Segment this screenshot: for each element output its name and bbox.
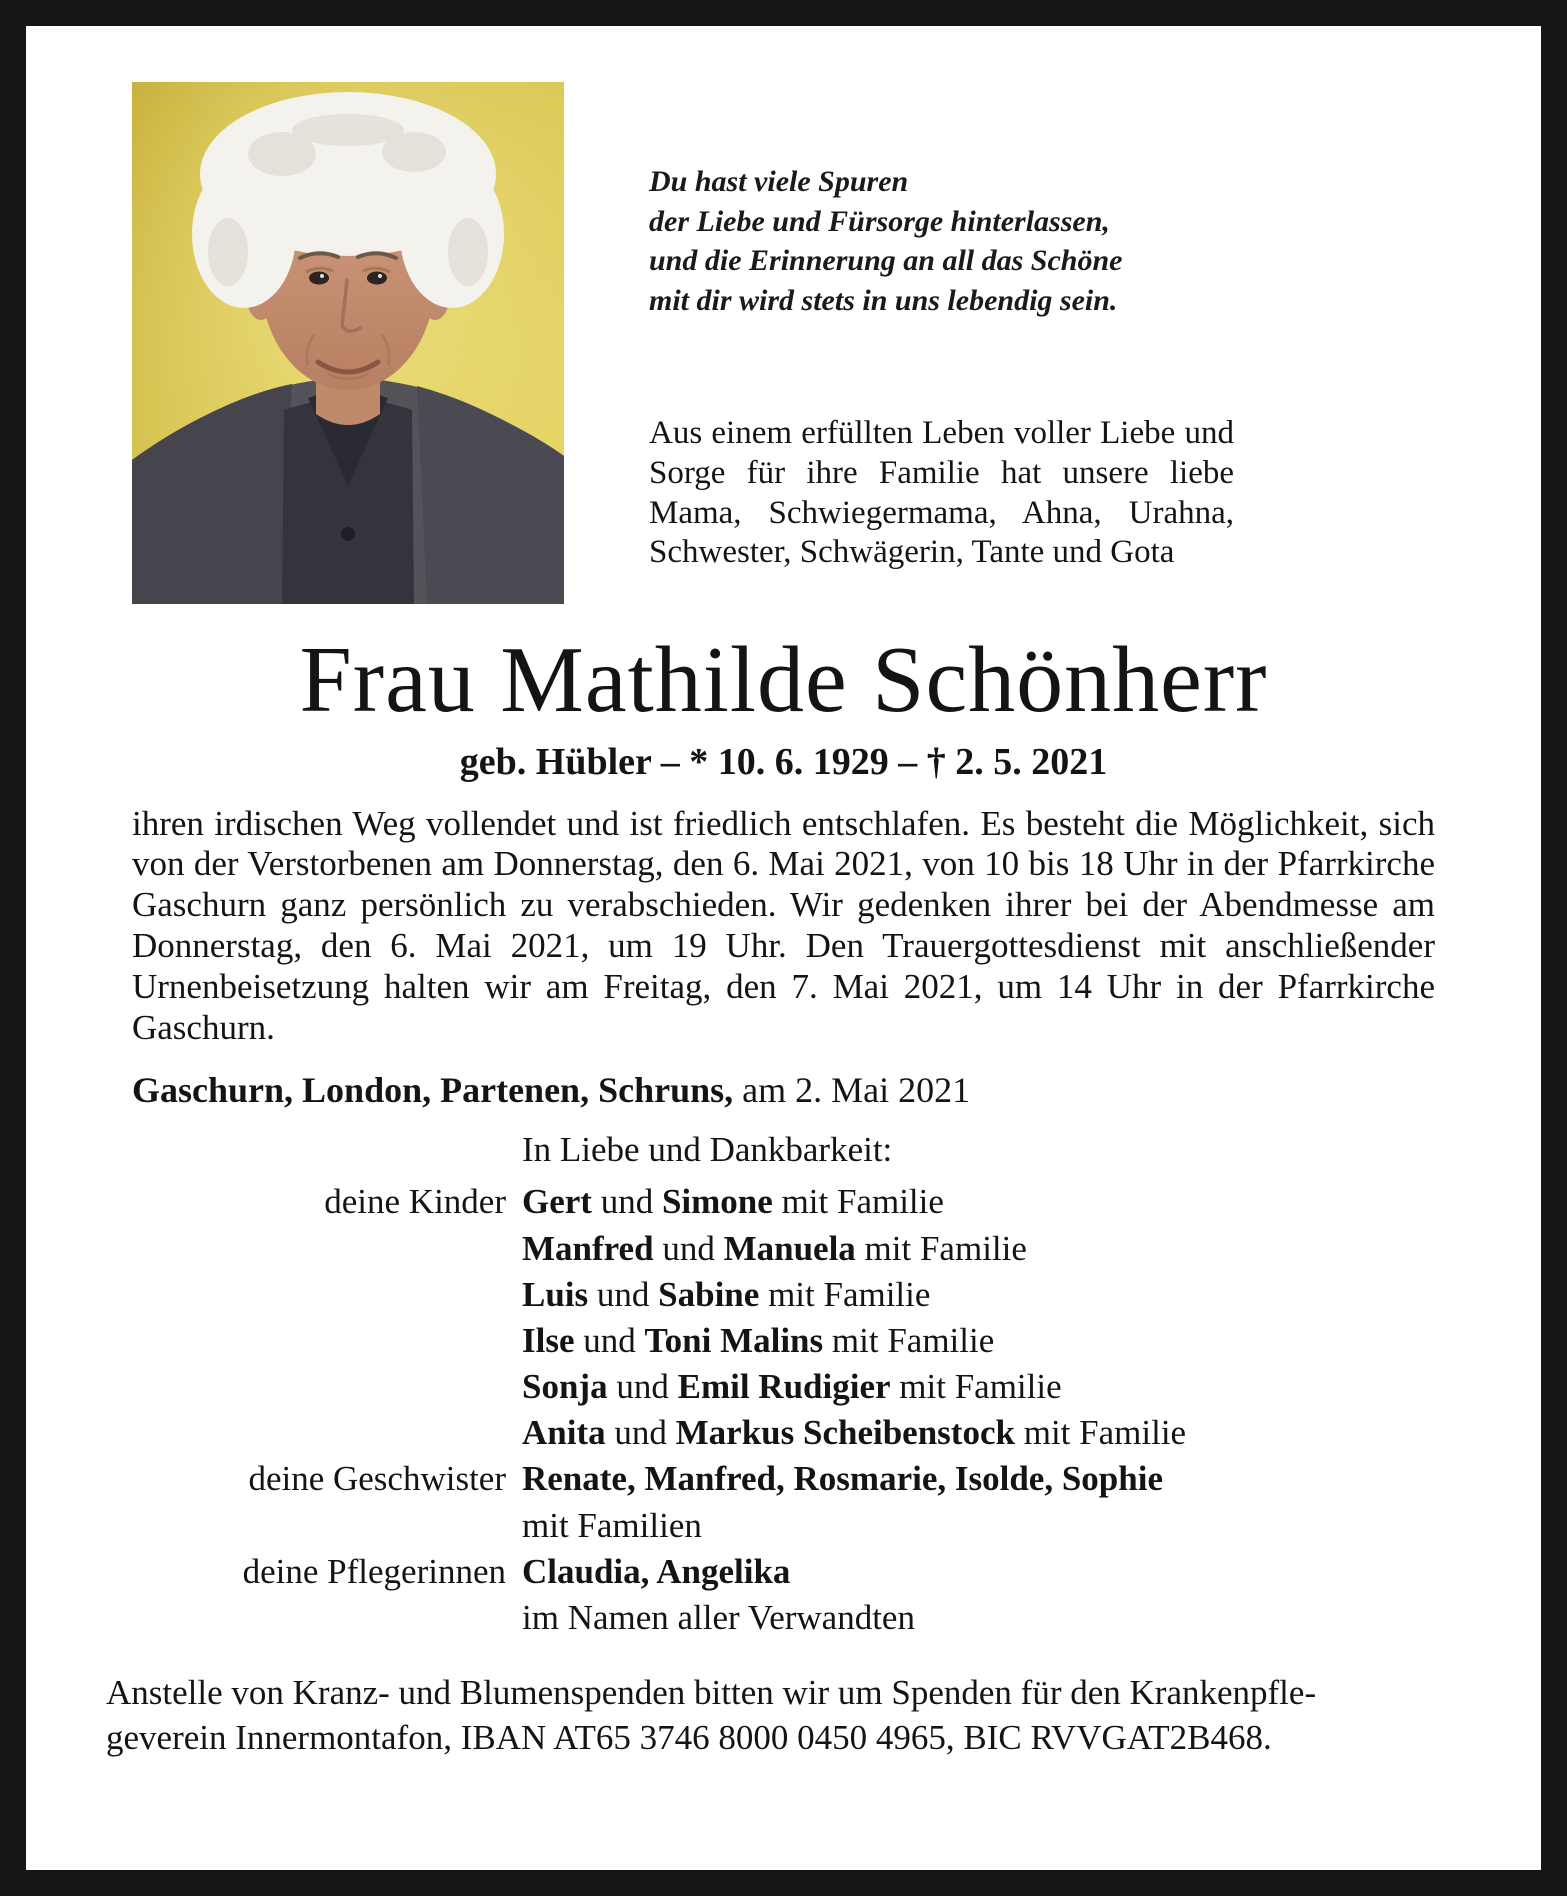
family-text: mit Familie [759,1274,931,1314]
places-date-line [132,1069,1435,1111]
family-text: mit Familie [772,1182,944,1222]
family-name: Manfred [522,1228,654,1268]
quote-line: und die Erinnerung an all das Schöne [649,244,1123,278]
family-line [522,1410,1435,1456]
family-line [522,1179,1435,1225]
family-label [132,1595,506,1641]
quote-line: Du hast viele Spuren [649,165,909,198]
family-name: Sabine [658,1274,760,1314]
family-label: deine Pflegerinnen [242,1551,506,1591]
family-name: Ilse [522,1320,575,1360]
family-name: Luis [522,1274,589,1314]
family-line [522,1226,1435,1272]
family-label [132,1226,506,1272]
family-label [132,1318,506,1364]
family-name: Gert [522,1182,592,1222]
portrait-photo [132,82,564,604]
portrait-illustration [132,82,564,604]
family-text: mit Familien [522,1505,702,1545]
donation-note-line: Anstelle von Kranz- und Blumenspenden bitten wir um Spenden für den Krankenpfle- [106,1673,1317,1713]
announcement-date: am 2. Mai 2021 [733,1070,971,1111]
intro-paragraph: Aus einem erfüllten Leben voller Liebe und Sorge für ihre Familie hat unsere liebe Mama, Schwiegermama, Ahna, Urahna, Schwester, Schwägerin, Tante und Gota [649,415,1234,571]
family-text: im Namen aller Verwandten [522,1598,915,1638]
family-name: Renate, Manfred, Rosmarie, Isolde, Sophie [522,1459,1163,1499]
birth-death-line: geb. Hübler – * 10. 6. 1929 – † 2. 5. 2021 [459,740,1108,783]
family-line [522,1272,1435,1318]
family-label [132,1272,506,1318]
family-label: deine Kinder [324,1182,506,1222]
family-line [522,1549,1435,1595]
card-content [26,26,1541,1870]
donation-note-line: geverein Innermontafon, IBAN AT65 3746 8000 0450 4965, BIC RVVGAT2B468. [106,1718,1272,1757]
family-line [522,1595,1435,1641]
family-name: Simone [661,1182,773,1222]
family-text: und [653,1228,724,1268]
announcement-paragraph: ihren irdischen Weg vollendet und ist friedlich entschlafen. Es besteht die Möglichkeit, sich von der Verstorbenen am Donnerstag, den 6. Mai 2021, von 10 bis 18 Uhr in der Pfarrkirche Gaschurn ganz persönlich zu verabschieden. Wir gedenken ihrer bei der Abendmesse am Donnerstag, den 6. Mai 2021, um 19 Uhr. Den Trauergottesdienst mit anschließender Urnenbeisetzung halten wir am Freitag, den 7. Mai 2021, um 14 Uhr in der Pfarrkirche Gaschurn. [132,803,1435,1048]
quote-line: der Liebe und Fürsorge hinterlassen, [649,204,1110,238]
family-label: deine Geschwister [248,1459,506,1499]
family-text: und [588,1274,659,1314]
family-name: Markus Scheibenstock [675,1413,1015,1453]
deceased-name: Frau Mathilde Schönherr [299,628,1268,732]
family-name: Claudia, Angelika [522,1551,791,1591]
header-text [649,56,1234,573]
donation-note [106,1671,1461,1761]
family-text: mit Familie [1014,1413,1187,1453]
family-text: und [605,1413,676,1453]
family-list [132,1127,1435,1641]
family-text: mit Familie [855,1228,1027,1268]
family-text: und [574,1320,645,1360]
family-name: Toni Malins [644,1320,824,1360]
family-name: Emil Rudigier [677,1367,891,1407]
family-name: Anita [522,1413,606,1453]
header-section [106,56,1461,604]
family-line [522,1456,1435,1502]
family-name: Sonja [522,1367,608,1407]
family-label [132,1127,506,1179]
family-label [132,1503,506,1549]
family-label [132,1364,506,1410]
family-text: und [591,1182,662,1222]
family-line [522,1503,1435,1549]
quote-line: mit dir wird stets in uns lebendig sein. [649,283,1118,317]
family-text: mit Familie [890,1367,1062,1407]
gratitude-line: In Liebe und Dankbarkeit: [522,1130,893,1170]
family-label [132,1410,506,1456]
family-line [522,1318,1435,1364]
family-name: Manuela [723,1228,856,1268]
memorial-quote [649,162,1234,320]
family-text: mit Familie [823,1320,995,1360]
family-line [522,1364,1435,1410]
family-text: und [607,1367,678,1407]
places-list: Gaschurn, London, Partenen, Schruns, [132,1070,734,1111]
